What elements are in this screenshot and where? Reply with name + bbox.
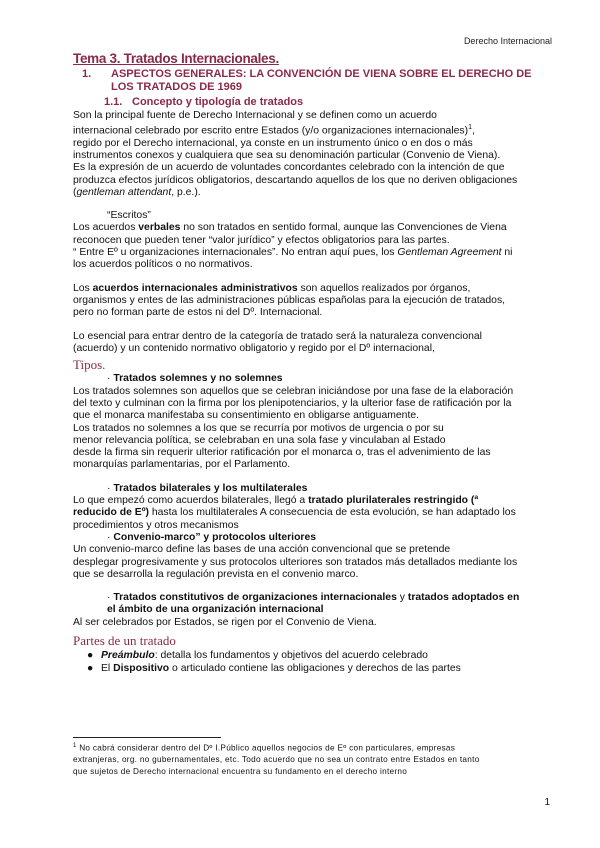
- text-line: procedimientos y otros mecanismos: [73, 519, 239, 531]
- text-line: instrumentos conexos y cualquiera que sea su denominación particular (Convenio de Viena).: [73, 149, 501, 161]
- footnote-ref[interactable]: 1: [468, 123, 472, 131]
- type-heading: [107, 592, 549, 604]
- bold-term: Tratados bilaterales y los multilaterales: [113, 482, 308, 494]
- footnote: [73, 741, 543, 777]
- partes-heading: Partes de un tratado: [73, 633, 176, 649]
- bold-term: Preámbulo: [101, 650, 155, 662]
- type-bilaterales: [73, 483, 549, 532]
- text-span: , p.e.).: [171, 186, 201, 198]
- footnote-divider: [73, 737, 221, 738]
- text-span: internacional celebrado por escrito entre Estados (y/o organizaciones internacionales): [73, 125, 469, 137]
- page-number: 1: [544, 797, 550, 808]
- partes-list: [73, 649, 549, 675]
- list-item: [87, 649, 549, 662]
- text-line: regido por el Derecho internacional, ya conste en un instrumento único o en dos o más: [73, 137, 473, 149]
- text-line: desde la firma sin requerir ulterior ratificación por el monarca o, tras el advenimiento de las: [73, 447, 491, 459]
- text-line: desplegar progresivamente y sus protocolos ulteriores son tratados más detallados mediante los: [73, 556, 518, 568]
- text-line: que sujetos de Derecho internacional encuentra su fundamento en el derecho interno: [73, 766, 408, 776]
- text-line: organismos y entes de las administraciones públicas españolas para la ejecución de tratados,: [73, 294, 506, 306]
- tipos-heading: Tipos.: [73, 357, 106, 373]
- bold-term: Dispositivo: [113, 663, 170, 675]
- type-constitutivos: [73, 592, 549, 629]
- text-span: y: [396, 592, 408, 604]
- text-line: [73, 187, 549, 199]
- type-heading: [107, 483, 549, 495]
- bold-term: reducido de Eº): [73, 507, 149, 519]
- text-line: [73, 222, 549, 234]
- bold-term: Convenio-marco” y protocolos ulteriores: [113, 531, 317, 543]
- text-span: Los: [73, 282, 93, 294]
- type-convenio-marco: [73, 532, 549, 581]
- text-span: hasta los multilaterales A consecuencia de esta evolución, se han adaptado los: [148, 507, 516, 519]
- text-line: Los tratados no solemnes a los que se recurría por motivos de urgencia o por su: [73, 422, 444, 434]
- text-span: (: [73, 186, 77, 198]
- bullet-icon: ●: [87, 650, 94, 662]
- italic-term: gentleman attendant: [76, 186, 172, 198]
- text-span: Los acuerdos: [73, 222, 139, 234]
- text-line: Lo esencial para entrar dentro de la categoría de tratado será la naturaleza convencional: [73, 330, 482, 342]
- text-span: ·: [107, 592, 114, 604]
- text-span: ,: [471, 125, 475, 137]
- text-line: del texto y culminan con la firma por los plenipotenciarios, y la ulterior fase de ratificación por la: [73, 398, 512, 409]
- section-number: 1.: [82, 68, 92, 81]
- footnote-mark: 1: [73, 743, 77, 749]
- paragraph-administrativos: [73, 283, 549, 320]
- italic-term: Gentleman Agreement: [397, 247, 502, 259]
- text-line: Los tratados solemnes son aquellos que se celebran iniciándose por una fase de la elaboración: [73, 385, 514, 397]
- text-span: ni: [501, 247, 513, 259]
- subsection-heading-1-1: [104, 96, 549, 108]
- text-line: [73, 495, 549, 507]
- bold-term: verbales: [138, 222, 181, 234]
- subsection-number: 1.1.: [104, 96, 123, 109]
- text-line: reconocen que pueden tener “valor jurídico” y efectos obligatorios para las partes.: [73, 234, 450, 246]
- text-span: no son tratados en sentido formal, aunque las Convenciones de Viena: [180, 222, 507, 234]
- paragraph-verbales: [73, 222, 549, 271]
- text-line: Al ser celebrados por Estados, se rigen por el Convenio de Viena.: [73, 616, 377, 628]
- paragraph-esencial: [73, 331, 549, 356]
- text-line: [73, 507, 549, 519]
- subsection-title: Concepto y tipología de tratados: [132, 96, 304, 109]
- text-span: No cabrá considerar dentro del Dº I.Público aquellos negocios de Eº con particulares, empresas: [76, 743, 456, 753]
- type-solemnes: [73, 373, 549, 471]
- section-title: ASPECTOS GENERALES: LA CONVENCIÓN DE VIENA SOBRE EL DERECHO DE LOS TRATADOS DE 1969: [111, 68, 532, 93]
- text-span: : detalla los fundamentos y objetivos del acuerdo celebrado: [154, 650, 428, 662]
- text-span: Lo que empezó como acuerdos bilaterales, llegó a: [73, 495, 309, 507]
- text-line: (acuerdo) y un contenido normativo obligatorio y regido por el Dº internacional,: [73, 342, 435, 354]
- text-line: [73, 741, 543, 754]
- text-line: Son la principal fuente de Derecho Internacional y se definen como un acuerdo: [73, 109, 437, 121]
- type-heading: [107, 532, 549, 544]
- text-line: [73, 283, 549, 295]
- text-line: monarquías parlamentarias, por el Parlamento.: [73, 459, 291, 471]
- bold-term: tratado plurilaterales restringido (ª: [308, 495, 479, 507]
- bold-term: Tratados solemnes y no solemnes: [113, 373, 283, 385]
- type-heading: [107, 373, 549, 385]
- text-span: El: [101, 663, 114, 675]
- text-span: son aquellos realizados por órganos,: [297, 282, 471, 294]
- bold-term: tratados adoptados en: [407, 592, 520, 604]
- text-span: ·: [107, 482, 114, 494]
- text-line: Es la expresión de un acuerdo de voluntades concordantes celebrado con la intención de que: [73, 162, 505, 174]
- text-span: ·: [107, 373, 114, 385]
- paragraph-definition: [73, 110, 549, 200]
- text-line: pero no forman parte de estos ni del Dº. Internacional.: [73, 307, 323, 319]
- section-heading-1: [73, 68, 549, 93]
- text-line: que se desarrolla la regulación prevista en el convenio marco.: [73, 568, 359, 580]
- text-line: menor relevancia política, se celebraban en una sola fase y vinculaban al Estado: [73, 434, 446, 446]
- text-line: produzca efectos jurídicos obligatorios, descartando aquellos de los que no deriven obligaciones: [73, 174, 518, 186]
- text-line: Un convenio-marco define las bases de una acción convencional que se pretende: [73, 544, 451, 556]
- escritos-label: “Escritos”: [107, 210, 151, 222]
- text-line: [73, 122, 549, 138]
- text-span: “ Entre Eº u organizaciones internacionales”. No entran aquí pues, los: [73, 247, 398, 259]
- text-line: extranjeras, org. no gubernamentales, etc. Todo acuerdo que no sea un contrato entre Estados en tanto: [73, 755, 480, 765]
- text-line: [73, 247, 549, 259]
- text-span: o articulado contiene las obligaciones y derechos de las partes: [169, 663, 461, 675]
- text-line: los acuerdos políticos o no normativos.: [73, 259, 253, 271]
- list-item: [87, 662, 549, 675]
- type-heading-cont: el ámbito de una organización internacional: [107, 604, 324, 616]
- bold-term: acuerdos internacionales administrativos: [92, 282, 298, 294]
- text-line: que el monarca manifestaba su consentimiento en obligarse antiguamente.: [73, 410, 419, 422]
- chapter-title: Tema 3. Tratados Internacionales.: [73, 51, 279, 66]
- text-span: ·: [107, 531, 114, 543]
- bold-term: Tratados constitutivos de organizaciones internacionales: [113, 592, 397, 604]
- running-header: Derecho Internacional: [463, 36, 552, 46]
- bullet-icon: ●: [87, 663, 94, 675]
- main-content: [73, 53, 549, 675]
